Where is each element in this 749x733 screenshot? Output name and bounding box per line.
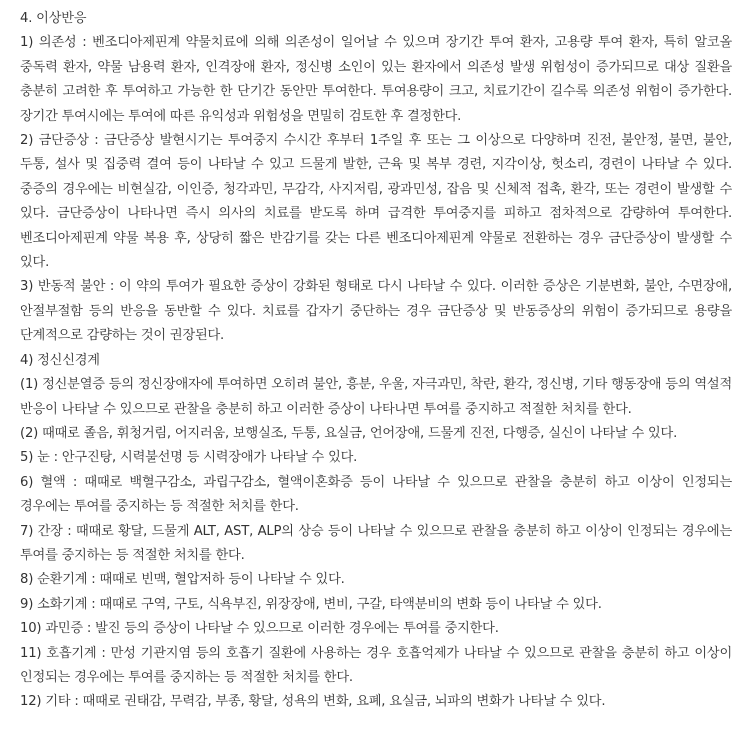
paragraph-digestive: 9) 소화기계 : 때때로 구역, 구토, 식욕부진, 위장장애, 변비, 구갈, 타액분비의 변화 등이 나타날 수 있다. xyxy=(20,596,602,612)
paragraph-eye: 5) 눈 : 안구진탕, 시력불선명 등 시력장애가 나타날 수 있다. xyxy=(20,450,358,466)
paragraph-circulatory: 8) 순환기계 : 때때로 빈맥, 혈압저하 등이 나타날 수 있다. xyxy=(20,572,345,588)
document-body xyxy=(20,7,732,715)
paragraph-respiratory: 11) 호흡기계 : 만성 기관지염 등의 호흡기 질환에 사용하는 경우 호흡억제가 나타날 수 있으므로 관찰을 충분히 하고 이상이 인정되는 경우에는 투여를 중지하는 등 적절한 처치를 한다. xyxy=(20,645,732,685)
paragraph-rebound-anxiety: 3) 반동적 불안 : 이 약의 투여가 필요한 증상이 강화된 형태로 다시 나타날 수 있다. 이러한 증상은 기분변화, 불안, 수면장애, 안절부절함 등의 반응을 동반할 수 있다. 치료를 갑자기 중단하는 경우 금단증상 및 반동증상의 위험이 증가되므로 용량을 단계적으로 감량하는 것이 권장된다. xyxy=(20,279,732,344)
paragraph-withdrawal: 2) 금단증상 : 금단증상 발현시기는 투여중지 수시간 후부터 1주일 후 또는 그 이상으로 다양하며 진전, 불안정, 불면, 불안, 두통, 설사 및 집중력 결여 등이 나타날 수 있고 드물게 발한, 근육 및 복부 경련, 지각이상, 헛소리, 경련이 나타날 수 있다. 중증의 경우에는 비현실감, 이인증, 청각과민, 무감각, 사지저림, 광과민성, 잡음 및 신체적 접촉, 환각, 또는 경련이 발생할 수 있다. 금단증상이 나타나면 즉시 의사의 치료를 받도록 하며 급격한 투여중지를 피하고 점차적으로 감량하여 투여한다. 벤조디아제핀계 약물 복용 후, 상당히 짧은 반감기를 갖는 다른 벤조디아제핀계 약물로 전환하는 경우 금단증상이 발생할 수 있다. xyxy=(20,133,732,271)
section-heading: 4. 이상반응 xyxy=(20,11,87,26)
paragraph-neuropsychiatric-heading: 4) 정신신경계 xyxy=(20,352,100,368)
paragraph-hypersensitivity: 10) 과민증 : 발진 등의 증상이 나타날 수 있으므로 이러한 경우에는 투여를 중지한다. xyxy=(20,621,499,637)
paragraph-neuropsychiatric-2: (2) 때때로 졸음, 휘청거림, 어지러움, 보행실조, 두통, 요실금, 언어장애, 드물게 진전, 다행증, 실신이 나타날 수 있다. xyxy=(20,425,678,441)
paragraph-liver: 7) 간장 : 때때로 황달, 드물게 ALT, AST, ALP의 상승 등이 나타날 수 있으므로 관찰을 충분히 하고 이상이 인정되는 경우에는 투여를 중지하는 등 적절한 처치를 한다. xyxy=(20,523,732,563)
paragraph-blood: 6) 혈액 : 때때로 백혈구감소, 과립구감소, 혈액이혼화증 등이 나타날 수 있으므로 관찰을 충분히 하고 이상이 인정되는 경우에는 투여를 중지하는 등 적절한 처치를 한다. xyxy=(20,474,732,515)
paragraph-other: 12) 기타 : 때때로 권태감, 무력감, 부종, 황달, 성욕의 변화, 요폐, 요실금, 뇌파의 변화가 나타날 수 있다. xyxy=(20,694,606,710)
paragraph-dependence: 1) 의존성 : 벤조디아제핀계 약물치료에 의해 의존성이 일어날 수 있으며 장기간 투여 환자, 고용량 투여 환자, 특히 알코올 중독력 환자, 약물 남용력 환자, 인격장애 환자, 정신병 소인이 있는 환자에서 의존성 발생 위험성이 증가되므로 대상 질환을 충분히 고려한 후 투여하고 가능한 한 단기간 동안만 투여한다. 투여용량이 크고, 치료기간이 길수록 의존성 위험이 증가한다. 장기간 투여시에는 투여에 따른 유익성과 위험성을 면밀히 검토한 후 결정한다. xyxy=(20,35,732,124)
paragraph-neuropsychiatric-1: (1) 정신분열증 등의 정신장애자에 투여하면 오히려 불안, 흥분, 우울, 자극과민, 착란, 환각, 정신병, 기타 행동장애 등의 역설적 반응이 나타날 수 있으므로 관찰을 충분히 하고 이러한 증상이 나타나면 투여를 중지하고 적절한 처치를 한다. xyxy=(20,377,732,417)
